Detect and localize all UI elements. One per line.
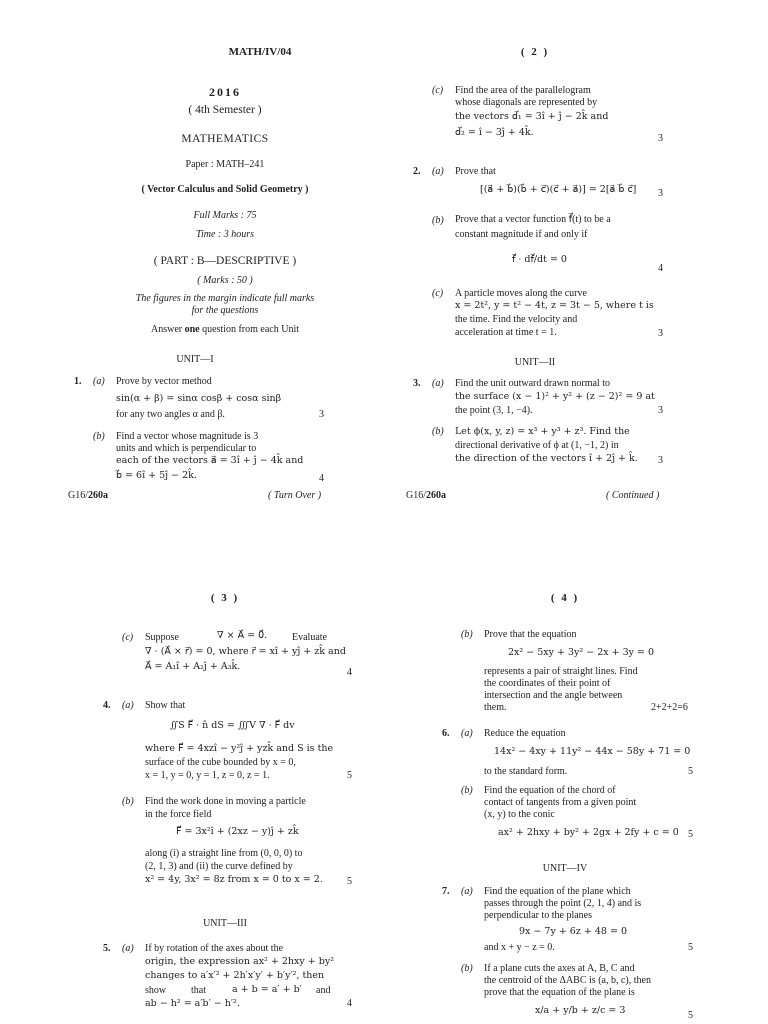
marks: 5 xyxy=(347,876,352,887)
question-text: Suppose xyxy=(145,632,179,643)
question-text: represents a pair of straight lines. Find xyxy=(484,666,638,677)
question-text: contact of tangents from a given point xyxy=(484,797,637,808)
question-text: A particle moves along the curve xyxy=(455,288,587,299)
unit-heading: UNIT—IV xyxy=(542,863,588,874)
paper-code: MATH/IV/04 xyxy=(228,46,292,58)
question-text: for any two angles α and β. xyxy=(116,409,225,420)
question-text: the centroid of the ΔABC is (a, b, c), then xyxy=(484,975,651,986)
subpart-label: (b) xyxy=(461,963,473,974)
time-allowed: Time : 3 hours xyxy=(195,229,255,240)
subpart-label: (c) xyxy=(122,632,134,643)
question-text: (x, y) to the conic xyxy=(484,809,555,820)
marks: 4 xyxy=(658,263,663,274)
equation: A⃗ = A₁î + A₂ĵ + A₃k̂. xyxy=(145,661,241,672)
question-number: 6. xyxy=(442,728,450,739)
question-text: Reduce the equation xyxy=(484,728,566,739)
subpart-label: (a) xyxy=(432,378,444,389)
equation: x² = 4y, 3x² = 8z from x = 0 to x = 2. xyxy=(145,874,323,885)
question-text: Prove that a vector function f⃗(t) to be a xyxy=(455,214,611,225)
question-text: Evaluate xyxy=(292,632,327,643)
subpart-label: (a) xyxy=(122,700,134,711)
marks: 4 xyxy=(347,667,352,678)
equation: the vectors d⃗₁ = 3î + ĵ − 2k̂ and xyxy=(455,111,609,122)
equation: Let ϕ(x, y, z) = x³ + y³ + z³. Find the xyxy=(455,426,630,437)
footer-continued: ( Continued ) xyxy=(606,490,660,501)
subpart-label: (a) xyxy=(461,886,473,897)
question-text: and xyxy=(316,985,331,996)
question-number: 7. xyxy=(442,886,450,897)
question-text: Prove that xyxy=(455,166,496,177)
question-text: Find the equation of the plane which xyxy=(484,886,631,897)
equation: sin(α + β) = sinα cosβ + cosα sinβ xyxy=(116,393,282,404)
footer-code: G16/260a xyxy=(68,490,108,501)
question-text: Find the unit outward drawn normal to xyxy=(455,378,610,389)
question-text: units and which is perpendicular to xyxy=(116,443,257,454)
subpart-label: (a) xyxy=(432,166,444,177)
question-text: If a plane cuts the axes at A, B, C and xyxy=(484,963,635,974)
margin-note: The figures in the margin indicate full marks xyxy=(135,293,315,304)
marks: 3 xyxy=(658,455,663,466)
subpart-label: (c) xyxy=(432,85,444,96)
equation: the direction of the vectors î + 2ĵ + k̂. xyxy=(455,453,638,464)
semester: ( 4th Semester ) xyxy=(188,104,262,116)
question-text: show xyxy=(145,985,167,996)
question-text: directional derivative of ϕ at (1, −1, 2) in xyxy=(455,440,619,451)
question-number: 1. xyxy=(74,376,82,387)
subpart-label: (a) xyxy=(122,943,134,954)
marks: 5 xyxy=(688,1010,693,1021)
question-text: passes through the point (2, 1, 4) and is xyxy=(484,898,642,909)
equation: the surface (x − 1)² + y² + (z − 2)² = 9 at xyxy=(455,391,655,402)
course-title: ( Vector Calculus and Solid Geometry ) xyxy=(141,184,309,195)
unit-heading: UNIT—II xyxy=(514,357,556,368)
question-text: prove that the equation of the plane is xyxy=(484,987,635,998)
marks: 3 xyxy=(658,405,663,416)
paper-number: Paper : MATH–241 xyxy=(185,159,265,170)
footer-turn-over: ( Turn Over ) xyxy=(268,490,322,501)
question-text: Find a vector whose magnitude is 3 xyxy=(116,431,259,442)
margin-note-2: for the questions xyxy=(191,305,259,316)
marks: 3 xyxy=(658,188,663,199)
marks: 5 xyxy=(347,770,352,781)
page-number: ( 3 ) xyxy=(210,592,240,604)
subpart-label: (b) xyxy=(432,426,444,437)
question-text: them. xyxy=(484,702,507,713)
equation: ∇ · (A⃗ × r⃗) = 0, where r⃗ = xî + yĵ + zk̂ and xyxy=(145,646,346,657)
subpart-label: (b) xyxy=(461,629,473,640)
question-text: Prove that the equation xyxy=(484,629,577,640)
equation: b⃗ = 6î + 5ĵ − 2k̂. xyxy=(116,470,197,481)
equation: 2x² − 5xy + 3y² − 2x + 3y = 0 xyxy=(508,647,655,658)
question-text: to the standard form. xyxy=(484,766,568,777)
subpart-label: (b) xyxy=(122,796,134,807)
question-text: in the force field xyxy=(145,809,212,820)
equation: 14x² − 4xy + 11y² − 44x − 58y + 71 = 0 xyxy=(494,746,691,757)
unit-heading: UNIT—III xyxy=(203,918,247,929)
equation: x = 2t², y = t² − 4t, z = 3t − 5, where t is xyxy=(455,300,654,311)
question-text: constant magnitude if and only if xyxy=(455,229,588,240)
question-number: 2. xyxy=(413,166,421,177)
equation: ab − h² = a′b′ − h′². xyxy=(145,998,240,1009)
page-number: ( 2 ) xyxy=(520,46,550,58)
equation: a + b = a′ + b′ xyxy=(232,984,302,995)
marks: 4 xyxy=(319,473,324,484)
question-text: surface of the cube bounded by x = 0, xyxy=(145,757,296,768)
question-text: along (i) a straight line from (0, 0, 0) to xyxy=(145,848,303,859)
question-number: 4. xyxy=(103,700,111,711)
page-number: ( 4 ) xyxy=(550,592,580,604)
equation: [(a⃗ + b⃗)(b⃗ + c⃗)(c⃗ + a⃗)] = 2[a⃗ b⃗ c⃗] xyxy=(480,184,637,195)
question-text: whose diagonals are represented by xyxy=(455,97,598,108)
equation: x/a + y/b + z/c = 3 xyxy=(535,1005,626,1016)
marks: 5 xyxy=(688,942,693,953)
subpart-label: (c) xyxy=(432,288,444,299)
question-text: Find the equation of the chord of xyxy=(484,785,616,796)
subpart-label: (b) xyxy=(461,785,473,796)
equation: where F⃗ = 4xzî − y²ĵ + yzk̂ and S is the xyxy=(145,743,334,754)
full-marks: Full Marks : 75 xyxy=(193,210,257,221)
equation: changes to a′x′² + 2h′x′y′ + b′y′², then xyxy=(145,970,325,981)
equation: ∇ × A⃗ = 0⃗. xyxy=(217,630,268,641)
subject: MATHEMATICS xyxy=(181,133,269,145)
equation: F⃗ = 3x²î + (2xz − y)ĵ + zk̂ xyxy=(176,826,299,837)
subpart-label: (b) xyxy=(432,215,444,226)
marks: 3 xyxy=(658,133,663,144)
equation: ∬S F⃗ · n̂ dS = ∭V ∇ · F⃗ dv xyxy=(170,720,295,731)
marks: 3 xyxy=(319,409,324,420)
subpart-label: (a) xyxy=(93,376,105,387)
equation: 9x − 7y + 6z + 48 = 0 xyxy=(519,926,627,937)
equation: f⃗ · df⃗/dt = 0 xyxy=(512,254,567,265)
equation: d⃗₂ = î − 3ĵ + 4k̂. xyxy=(455,127,534,138)
instructions: Answer one question from each Unit xyxy=(150,324,300,335)
question-text: the time. Find the velocity and xyxy=(455,314,578,325)
marks: 4 xyxy=(347,998,352,1009)
part-heading: ( PART : B—DESCRIPTIVE ) xyxy=(153,255,297,267)
marks: 5 xyxy=(688,829,693,840)
question-text: If by rotation of the axes about the xyxy=(145,943,284,954)
question-text: x = 1, y = 0, y = 1, z = 0, z = 1. xyxy=(145,770,270,781)
question-text: Find the area of the parallelogram xyxy=(455,85,591,96)
question-text: (2, 1, 3) and (ii) the curve defined by xyxy=(145,861,293,872)
exam-year: 2016 xyxy=(209,85,241,99)
unit-heading: UNIT—I xyxy=(176,354,214,365)
subpart-label: (b) xyxy=(93,431,105,442)
question-text: Show that xyxy=(145,700,186,711)
equation: ax² + 2hxy + by² + 2gx + 2fy + c = 0 xyxy=(498,827,679,838)
question-number: 5. xyxy=(103,943,111,954)
question-text: intersection and the angle between xyxy=(484,690,623,701)
question-text: perpendicular to the planes xyxy=(484,910,593,921)
question-text: acceleration at time t = 1. xyxy=(455,327,557,338)
equation: each of the vectors a⃗ = 3î + ĵ − 4k̂ and xyxy=(116,455,304,466)
question-text: and x + y − z = 0. xyxy=(484,942,555,953)
equation: origin, the expression ax² + 2hxy + by² xyxy=(145,956,334,967)
marks: 2+2+2=6 xyxy=(651,702,688,713)
question-text: the coordinates of their point of xyxy=(484,678,611,689)
question-text: the point (3, 1, −4). xyxy=(455,405,533,416)
marks: 3 xyxy=(658,328,663,339)
marks: 5 xyxy=(688,766,693,777)
question-text: Find the work done in moving a particle xyxy=(145,796,306,807)
footer-code: G16/260a xyxy=(406,490,446,501)
question-text: Prove by vector method xyxy=(116,376,212,387)
question-number: 3. xyxy=(413,378,421,389)
question-text: that xyxy=(191,985,206,996)
part-marks: ( Marks : 50 ) xyxy=(197,275,253,286)
subpart-label: (a) xyxy=(461,728,473,739)
